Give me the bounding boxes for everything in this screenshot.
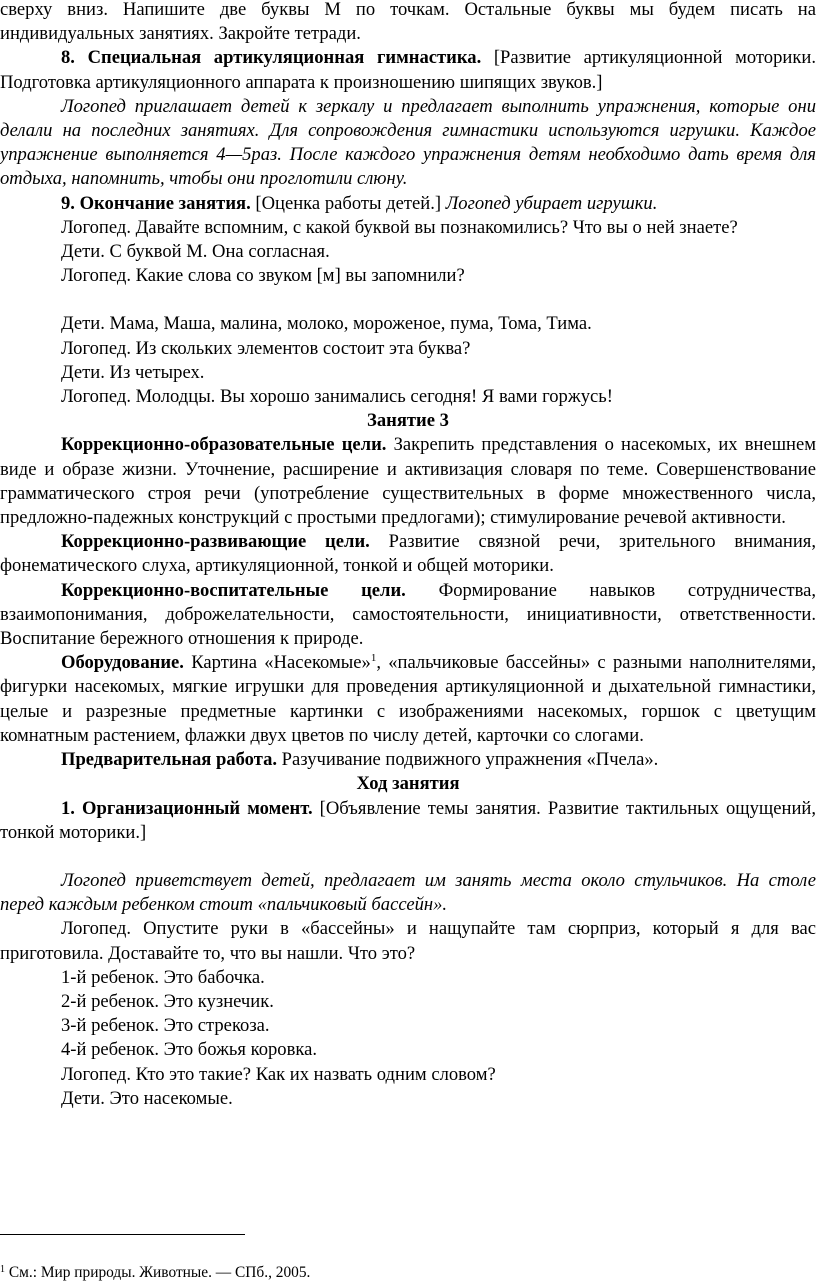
goals-developmental-text: Развитие связной речи, зрительного внимания, фонематического слуха, артикуляционной, тонкой и общей моторики. [0,531,816,577]
goals-educational-label: Коррекционно-образовательные цели. [61,434,387,456]
section-8-header [0,46,816,94]
dialogue-line: 3-й ребенок. Это стрекоза. [61,1015,270,1037]
section-9-italic: Логопед убирает игрушки. [445,192,658,214]
dialogue-line: Логопед. Кто это такие? Как их назвать одним словом? [61,1063,496,1085]
footnote [0,1264,816,1282]
goals-upbringing-label: Коррекционно-воспитательные цели. [61,579,406,601]
prep-paragraph [0,748,816,772]
dialogue-line: Логопед. Давайте вспомним, с какой буквой вы познакомились? Что вы о ней знаете? [61,216,738,238]
dialogue-line: Логопед. Молодцы. Вы хорошо занимались сегодня! Я вами горжусь! [61,386,613,408]
footnote-ref[interactable]: 1 [370,652,377,665]
dialogue-line: 2-й ребенок. Это кузнечик. [61,990,274,1012]
section-9-header [0,192,816,216]
dialogue-line: Логопед. Какие слова со звуком [м] вы запомнили? [61,265,465,287]
section-8-text: [Развитие артикуляционной моторики. Подготовка артикуляционного аппарата к произношению шипящих звуков.] [0,47,816,93]
section-1-title: 1. Организационный момент. [61,797,313,819]
goals-developmental [0,530,816,578]
dialogue-line: 1-й ребенок. Это бабочка. [61,966,265,988]
footnote-separator [0,1234,245,1235]
goals-educational [0,433,816,530]
footnote-mark: 1 [0,1264,5,1276]
dialogue-line: Дети. Мама, Маша, малина, молоко, мороженое, пума, Тома, Тима. [61,313,592,335]
dialogue-line: Дети. Это насекомые. [61,1087,233,1109]
section-8-instructions: Логопед приглашает детей к зеркалу и предлагает выполнить упражнения, которые они делали на последних занятиях. Для сопровождения гимнастики используются игрушки. Каждое упражнение выполняется 4—5раз. После каждого упражнения детям необходимо дать время для отдыха, напомнить, чтобы они проглотили слюну. [0,95,816,190]
goals-upbringing-text: Формирование навыков сотрудничества, взаимопонимания, доброжелательности, самостоятельности, инициативности, ответственности. Воспитание бережного отношения к природе. [0,579,816,650]
goals-developmental-label: Коррекционно-развивающие цели. [61,531,370,553]
prep-text: Разучивание подвижного упражнения «Пчела». [277,749,659,771]
prep-label: Предварительная работа. [61,749,278,771]
course-title-text: Ход занятия [356,773,460,795]
dialogue-line: Дети. Из четырех. [61,361,205,383]
footnote-text: См.: Мир природы. Животные. — СПб., 2005. [5,1264,311,1282]
dialogue-line: Логопед. Из скольких элементов состоит эта буква? [61,337,471,359]
lesson-title [0,409,816,433]
dialogue-line: Дети. С буквой М. Она согласная. [61,241,330,263]
section-8-title: 8. Специальная артикуляционная гимнастика. [61,47,482,69]
equipment-label: Оборудование. [61,652,184,674]
section-1-text: [Объявление темы занятия. Развитие тактильных ощущений, тонкой моторики.] [0,797,816,843]
section-1-instructions: Логопед приветствует детей, предлагает им занять места около стульчиков. На столе перед каждым ребенком стоит «пальчиковый бассейн». [0,869,816,916]
dialogue-line: Логопед. Опустите руки в «бассейны» и нащупайте там сюрприз, который я для вас приготовила. Доставайте то, что вы нашли. Что это? [0,918,816,964]
section-9-title: 9. Окончание занятия. [61,192,251,214]
equipment-text-a: Картина «Насекомые» [183,652,371,674]
goals-upbringing [0,579,816,652]
section-1-header [0,797,816,845]
equipment-text-b: , «пальчиковые бассейны» с разными наполнителями, фигурки насекомых, мягкие игрушки для проведения артикуляционной и дыхательной гимнастики, целые и разрезные предметные картинки с изображениями насекомых, горшок с цветущим комнатным растением, флажки двух цветов по числу детей, карточки со слогами. [0,652,816,746]
paragraph-intro: сверху вниз. Напишите две буквы М по точкам. Остальные буквы мы будем писать на индивидуальных занятиях. Закройте тетради. [0,0,816,45]
blank-line [0,288,816,312]
goals-educational-text: Закрепить представления о насекомых, их внешнем виде и образе жизни. Уточнение, расширение и активизация словаря по теме. Совершенствование грамматического строя речи (употребление существительных в форме множественного числа, предложно-падежных конструкций с простыми предлогами); стимулирование речевой активности. [0,434,816,529]
dialogue-line: 4-й ребенок. Это божья коровка. [61,1039,318,1061]
section-9-text: [Оценка работы детей.] [250,192,446,214]
blank-line [0,845,816,869]
course-title [0,772,816,796]
equipment-paragraph [0,651,816,748]
lesson-title-text: Занятие 3 [367,410,449,432]
